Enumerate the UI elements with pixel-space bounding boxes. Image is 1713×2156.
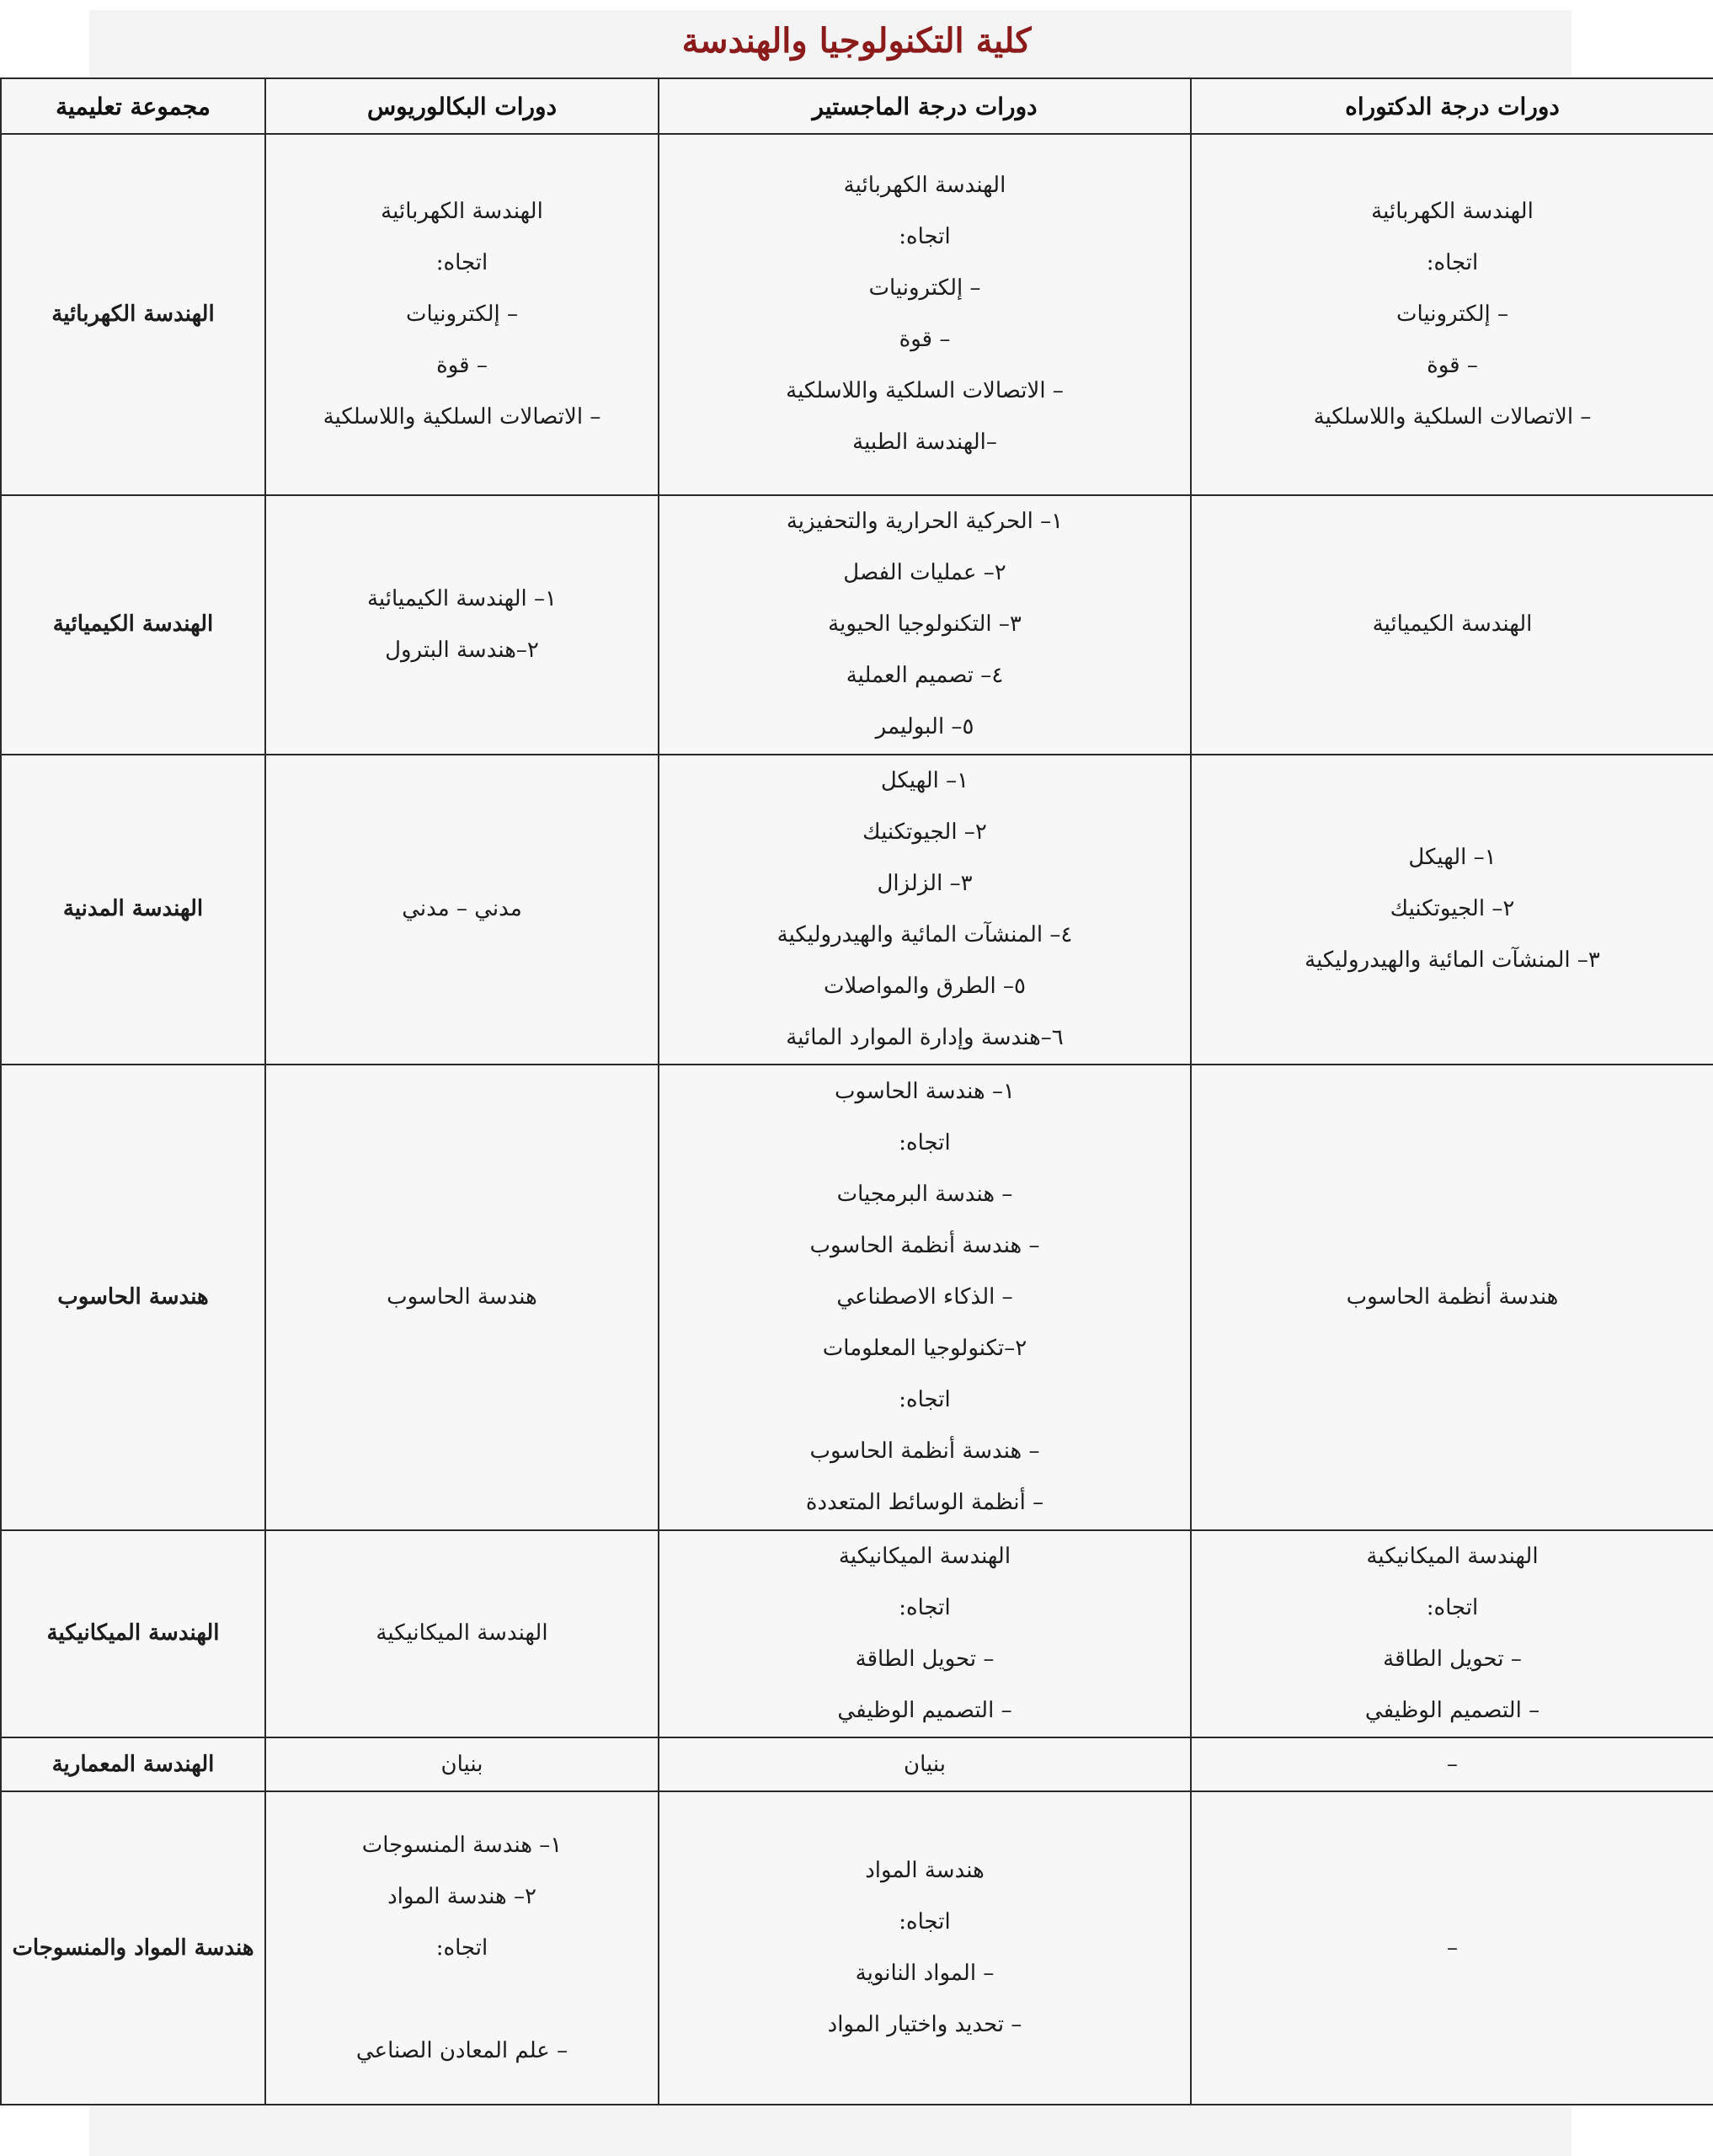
cell-line: الهندسة الميكانيكية — [376, 1620, 548, 1646]
cell-group: الهندسة المعمارية — [1, 1737, 265, 1791]
cell-line: – هندسة البرمجيات — [836, 1181, 1013, 1207]
cell-line: ٢– عمليات الفصل — [843, 560, 1006, 586]
header-bachelor: دورات البكالوريوس — [265, 78, 659, 134]
cell-line: – قوة — [899, 327, 951, 353]
cell-line: الهندسة الكهربائية — [1371, 198, 1534, 224]
cell-line: هندسة الحاسوب — [387, 1283, 537, 1310]
cell-line: – إلكترونيات — [868, 275, 981, 302]
cell-line: الهندسة الكيميائية — [1372, 611, 1533, 638]
cell-bachelor — [265, 495, 659, 755]
cell-line: – هندسة أنظمة الحاسوب — [809, 1232, 1040, 1258]
cell-group: الهندسة المدنية — [1, 755, 265, 1065]
cell-line: ٥– الطرق والمواصلات — [824, 973, 1026, 999]
cell-group: الهندسة الميكانيكية — [1, 1530, 265, 1738]
cell-line: – تحديد واختيار المواد — [827, 2012, 1022, 2038]
cell-masters — [659, 1737, 1191, 1791]
courses-table — [0, 77, 1713, 2105]
cell-line: اتجاه: — [899, 1386, 951, 1412]
table-row — [1, 1791, 1713, 2105]
cell-line: – إلكترونيات — [1396, 301, 1508, 327]
cell-line: اتجاه: — [435, 1935, 488, 1961]
table-row — [1, 134, 1713, 495]
cell-phd — [1191, 1737, 1713, 1791]
cell-line: هندسة أنظمة الحاسوب — [1346, 1283, 1559, 1310]
header-phd: دورات درجة الدكتوراه — [1191, 78, 1713, 134]
cell-line: – — [1447, 1751, 1458, 1777]
cell-line: اتجاه: — [899, 224, 951, 250]
cell-line: – تحويل الطاقة — [855, 1646, 995, 1672]
table-row — [1, 755, 1713, 1065]
cell-bachelor — [265, 1791, 659, 2105]
cell-line: ٢– الجيوتكنيك — [862, 819, 987, 845]
cell-line: ٣– الزلزال — [877, 870, 973, 896]
cell-line: ٣– التكنولوجيا الحيوية — [828, 611, 1022, 638]
cell-line — [266, 1974, 658, 2025]
cell-line: اتجاه: — [899, 1594, 951, 1620]
cell-line: اتجاه: — [435, 249, 488, 275]
cell-phd — [1191, 1530, 1713, 1738]
cell-phd — [1191, 1791, 1713, 2105]
cell-phd — [1191, 755, 1713, 1065]
cell-line: ١– الهيكل — [880, 767, 969, 793]
cell-line: – إلكترونيات — [406, 301, 518, 327]
page-title: كلية التكنولوجيا والهندسة — [681, 21, 1032, 61]
table-row — [1, 1065, 1713, 1529]
cell-line: ١– هندسة المنسوجات — [361, 1832, 563, 1858]
cell-bachelor — [265, 755, 659, 1065]
cell-line: – علم المعادن الصناعي — [355, 2037, 568, 2063]
cell-line: ٢– الجيوتكنيك — [1390, 896, 1515, 922]
cell-line: ٢–تكنولوجيا المعلومات — [822, 1335, 1027, 1361]
cell-bachelor — [265, 1530, 659, 1738]
cell-line: ١– هندسة الحاسوب — [835, 1078, 1015, 1104]
cell-line: الهندسة الميكانيكية — [838, 1543, 1011, 1569]
cell-line: – هندسة أنظمة الحاسوب — [809, 1438, 1040, 1464]
header-masters: دورات درجة الماجستير — [659, 78, 1191, 134]
cell-phd — [1191, 495, 1713, 755]
cell-line: – قوة — [1427, 352, 1478, 378]
cell-masters — [659, 1791, 1191, 2105]
cell-masters — [659, 495, 1191, 755]
cell-masters — [659, 1530, 1191, 1738]
cell-line: – الاتصالات السلكية واللاسلكية — [786, 378, 1064, 404]
cell-line: – — [1447, 1935, 1458, 1961]
cell-line: بنيان — [904, 1751, 946, 1777]
cell-line: ٦–هندسة وإدارة الموارد المائية — [786, 1024, 1064, 1050]
cell-line: – تحويل الطاقة — [1383, 1646, 1522, 1672]
cell-masters — [659, 755, 1191, 1065]
cell-bachelor — [265, 134, 659, 495]
cell-masters — [659, 1065, 1191, 1529]
cell-line: ٤– المنشآت المائية والهيدروليكية — [776, 921, 1073, 947]
cell-line: الهندسة الميكانيكية — [1366, 1543, 1539, 1569]
cell-line: ١– الهندسة الكيميائية — [366, 585, 557, 611]
cell-line: ١– الحركية الحرارية والتحفيزية — [786, 509, 1064, 535]
table-row — [1, 1530, 1713, 1738]
cell-phd — [1191, 134, 1713, 495]
table-body — [1, 134, 1713, 2105]
cell-line: – التصميم الوظيفي — [837, 1697, 1012, 1723]
cell-line: مدني – مدني — [402, 896, 522, 922]
cell-line: – الاتصالات السلكية واللاسلكية — [323, 403, 601, 430]
cell-line: ١– الهيكل — [1408, 845, 1497, 871]
cell-phd — [1191, 1065, 1713, 1529]
cell-line: –الهندسة الطبية — [852, 430, 997, 456]
cell-line: ٣– المنشآت المائية والهيدروليكية — [1305, 947, 1600, 974]
cell-line: الهندسة الكهربائية — [843, 173, 1006, 199]
table-row — [1, 1737, 1713, 1791]
cell-group: هندسة الحاسوب — [1, 1065, 265, 1529]
header-group: مجموعة تعليمية — [1, 78, 265, 134]
cell-line: بنيان — [440, 1751, 483, 1777]
cell-line: ٥– البوليمر — [875, 714, 974, 740]
header-row — [1, 78, 1713, 134]
cell-bachelor — [265, 1065, 659, 1529]
cell-line: هندسة المواد — [865, 1858, 985, 1884]
cell-line: – الذكاء الاصطناعي — [836, 1283, 1013, 1310]
cell-line: اتجاه: — [899, 1129, 951, 1155]
cell-line: – التصميم الوظيفي — [1364, 1697, 1540, 1723]
cell-line: ٢–هندسة البترول — [385, 637, 539, 663]
cell-line: اتجاه: — [1426, 1594, 1479, 1620]
cell-group: هندسة المواد والمنسوجات — [1, 1791, 265, 2105]
cell-line: اتجاه: — [1426, 249, 1479, 275]
cell-bachelor — [265, 1737, 659, 1791]
cell-line: اتجاه: — [899, 1909, 951, 1935]
cell-line: – قوة — [436, 352, 488, 378]
table-row — [1, 495, 1713, 755]
cell-line: – المواد النانوية — [855, 1961, 995, 1987]
cell-line: – الاتصالات السلكية واللاسلكية — [1313, 403, 1592, 430]
cell-group: الهندسة الكهربائية — [1, 134, 265, 495]
cell-group: الهندسة الكيميائية — [1, 495, 265, 755]
cell-line: الهندسة الكهربائية — [381, 198, 543, 224]
cell-line: – أنظمة الوسائط المتعددة — [805, 1489, 1044, 1515]
cell-masters — [659, 134, 1191, 495]
cell-line: ٢– هندسة المواد — [387, 1883, 536, 1909]
cell-line: ٤– تصميم العملية — [846, 663, 1004, 689]
